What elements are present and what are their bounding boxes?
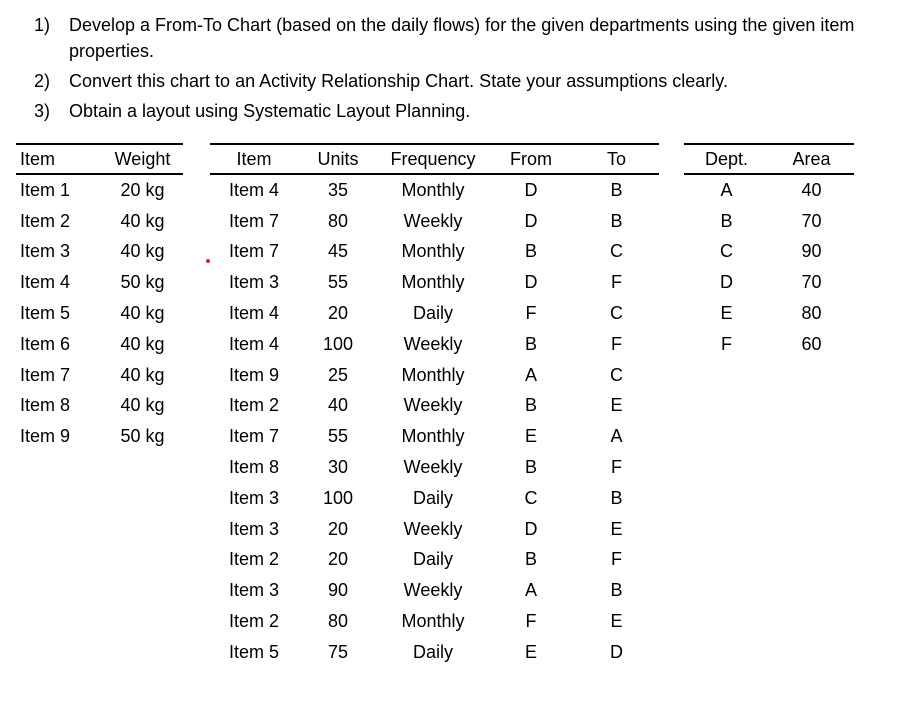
- cell-item: Item 3: [228, 272, 280, 293]
- cell-frequency: Weekly: [403, 518, 463, 539]
- cell-weight: 40 kg: [120, 303, 165, 324]
- cell-to: E: [610, 395, 623, 416]
- table-row: [16, 267, 183, 298]
- table-row: [16, 391, 183, 422]
- cell-from: B: [524, 241, 537, 262]
- cell-dept: D: [720, 272, 733, 293]
- table-row: [210, 298, 659, 329]
- question-list: [34, 12, 904, 128]
- cell-item: Item 1: [20, 179, 71, 200]
- cell-weight: 40 kg: [120, 241, 165, 262]
- question-1: [34, 12, 904, 64]
- cell-item: Item 3: [228, 518, 280, 539]
- header-to: To: [574, 144, 659, 174]
- cell-to: E: [610, 518, 623, 539]
- cell-to: F: [611, 457, 622, 478]
- cell-item: Item 2: [228, 611, 280, 632]
- table-row: [210, 575, 659, 606]
- cell-item: Item 7: [228, 426, 280, 447]
- cell-from: E: [524, 641, 537, 662]
- cell-to: B: [610, 487, 623, 508]
- cell-weight: 40 kg: [120, 333, 165, 354]
- cell-to: B: [610, 210, 623, 231]
- table-row: [210, 329, 659, 360]
- table-row: [16, 298, 183, 329]
- cell-frequency: Weekly: [403, 333, 463, 354]
- cell-to: F: [611, 272, 622, 293]
- cell-weight: 50 kg: [120, 426, 165, 447]
- cell-units: 40: [327, 395, 349, 416]
- cell-item: Item 8: [228, 457, 280, 478]
- table-row: [210, 360, 659, 391]
- header-from: From: [488, 144, 574, 174]
- cell-to: E: [610, 611, 623, 632]
- table-header-row: [684, 144, 854, 174]
- table-row: [210, 514, 659, 545]
- cell-item: Item 4: [20, 272, 71, 293]
- material-flow-table: [210, 143, 659, 668]
- table-row: [210, 483, 659, 514]
- table-row: [210, 637, 659, 668]
- cell-item: Item 7: [228, 210, 280, 231]
- cell-units: 25: [327, 364, 349, 385]
- cell-frequency: Monthly: [401, 179, 465, 200]
- cell-from: D: [524, 179, 538, 200]
- cell-weight: 20 kg: [120, 179, 165, 200]
- cell-units: 55: [327, 272, 349, 293]
- cell-frequency: Monthly: [401, 364, 465, 385]
- cell-item: Item 2: [228, 549, 280, 570]
- table-row: [210, 174, 659, 206]
- table-row: [16, 360, 183, 391]
- table-header-row: [210, 144, 659, 174]
- table-row: [210, 421, 659, 452]
- cell-from: B: [524, 549, 537, 570]
- header-item: Item: [16, 144, 102, 174]
- question-3: [34, 98, 904, 124]
- question-number: 3): [34, 101, 51, 121]
- cell-to: B: [610, 580, 623, 601]
- cell-frequency: Daily: [412, 641, 453, 662]
- cell-item: Item 2: [228, 395, 280, 416]
- question-text: Develop a From-To Chart (based on the daily flows) for the given departments using the given item properties.: [69, 15, 855, 61]
- cell-frequency: Weekly: [403, 395, 463, 416]
- cell-item: Item 7: [20, 364, 71, 385]
- cell-frequency: Monthly: [401, 272, 465, 293]
- table-row: [684, 206, 854, 237]
- header-frequency: Frequency: [378, 144, 488, 174]
- cell-frequency: Weekly: [403, 580, 463, 601]
- cell-weight: 50 kg: [120, 272, 165, 293]
- cell-units: 30: [327, 457, 349, 478]
- cell-dept: B: [720, 210, 733, 231]
- table-row: [684, 267, 854, 298]
- cell-item: Item 3: [228, 580, 280, 601]
- cell-item: Item 9: [228, 364, 280, 385]
- table-row: [210, 237, 659, 268]
- table-row: [210, 452, 659, 483]
- cell-from: B: [524, 457, 537, 478]
- cell-from: D: [524, 272, 538, 293]
- cell-units: 90: [327, 580, 349, 601]
- cell-units: 35: [327, 179, 349, 200]
- header-item: Item: [210, 144, 298, 174]
- cell-from: C: [524, 487, 538, 508]
- question-number: 1): [34, 15, 51, 35]
- cell-to: A: [610, 426, 623, 447]
- question-2: [34, 68, 904, 94]
- cell-item: Item 6: [20, 333, 71, 354]
- cell-item: Item 2: [20, 210, 71, 231]
- cell-to: C: [610, 364, 623, 385]
- table-row: [684, 237, 854, 268]
- table-row: [16, 421, 183, 452]
- cell-weight: 40 kg: [120, 395, 165, 416]
- cell-item: Item 3: [20, 241, 71, 262]
- table-row: [210, 606, 659, 637]
- cell-area: 70: [801, 272, 822, 293]
- cell-weight: 40 kg: [120, 364, 165, 385]
- cell-frequency: Monthly: [401, 426, 465, 447]
- cell-units: 100: [322, 487, 354, 508]
- header-weight: Weight: [102, 144, 183, 174]
- cell-from: F: [525, 303, 537, 324]
- question-text: Obtain a layout using Systematic Layout Planning.: [69, 101, 471, 121]
- cell-frequency: Weekly: [403, 210, 463, 231]
- cell-item: Item 8: [20, 395, 71, 416]
- cell-from: D: [524, 210, 538, 231]
- cell-item: Item 7: [228, 241, 280, 262]
- cell-from: B: [524, 333, 537, 354]
- table-row: [684, 298, 854, 329]
- cell-weight: 40 kg: [120, 210, 165, 231]
- cell-from: A: [524, 364, 537, 385]
- question-number: 2): [34, 71, 51, 91]
- department-area-table: [684, 143, 854, 360]
- table-row: [16, 174, 183, 206]
- cell-from: E: [524, 426, 537, 447]
- cell-to: B: [610, 179, 623, 200]
- table-row: [210, 391, 659, 422]
- cell-units: 80: [327, 611, 349, 632]
- cell-item: Item 9: [20, 426, 71, 447]
- cell-from: D: [524, 518, 538, 539]
- cell-item: Item 5: [20, 303, 71, 324]
- cell-units: 100: [322, 333, 354, 354]
- cell-area: 90: [801, 241, 822, 262]
- table-row: [16, 329, 183, 360]
- cell-frequency: Daily: [412, 303, 453, 324]
- cell-from: A: [524, 580, 537, 601]
- table-row: [684, 329, 854, 360]
- header-units: Units: [298, 144, 378, 174]
- cell-to: D: [610, 641, 623, 662]
- cell-units: 80: [327, 210, 349, 231]
- table-row: [210, 545, 659, 576]
- item-weight-table: [16, 143, 183, 452]
- cell-to: F: [611, 549, 622, 570]
- cell-area: 70: [801, 210, 822, 231]
- cell-frequency: Daily: [412, 549, 453, 570]
- table-row: [684, 174, 854, 206]
- cell-area: 60: [801, 333, 822, 354]
- cell-item: Item 5: [228, 641, 280, 662]
- cell-from: B: [524, 395, 537, 416]
- cell-item: Item 4: [228, 179, 280, 200]
- cell-to: F: [611, 333, 622, 354]
- cell-units: 20: [327, 518, 349, 539]
- cell-to: C: [610, 241, 623, 262]
- cell-item: Item 4: [228, 303, 280, 324]
- cell-dept: C: [720, 241, 733, 262]
- cell-dept: E: [720, 303, 733, 324]
- cell-item: Item 4: [228, 333, 280, 354]
- cell-units: 55: [327, 426, 349, 447]
- table-row: [210, 206, 659, 237]
- cell-frequency: Monthly: [401, 241, 465, 262]
- cell-to: C: [610, 303, 623, 324]
- cell-units: 75: [327, 641, 349, 662]
- table-row: [210, 267, 659, 298]
- cell-area: 80: [801, 303, 822, 324]
- cell-units: 20: [327, 549, 349, 570]
- cell-units: 45: [327, 241, 349, 262]
- cell-area: 40: [801, 179, 822, 200]
- cell-from: F: [525, 611, 537, 632]
- header-dept: Dept.: [684, 144, 769, 174]
- cell-item: Item 3: [228, 487, 280, 508]
- question-text: Convert this chart to an Activity Relationship Chart. State your assumptions clearly.: [69, 71, 728, 91]
- cell-frequency: Weekly: [403, 457, 463, 478]
- table-row: [16, 237, 183, 268]
- table-row: [16, 206, 183, 237]
- cell-frequency: Monthly: [401, 611, 465, 632]
- cell-dept: F: [721, 333, 732, 354]
- header-area: Area: [769, 144, 854, 174]
- cell-dept: A: [720, 179, 733, 200]
- table-header-row: [16, 144, 183, 174]
- cell-units: 20: [327, 303, 349, 324]
- cell-frequency: Daily: [412, 487, 453, 508]
